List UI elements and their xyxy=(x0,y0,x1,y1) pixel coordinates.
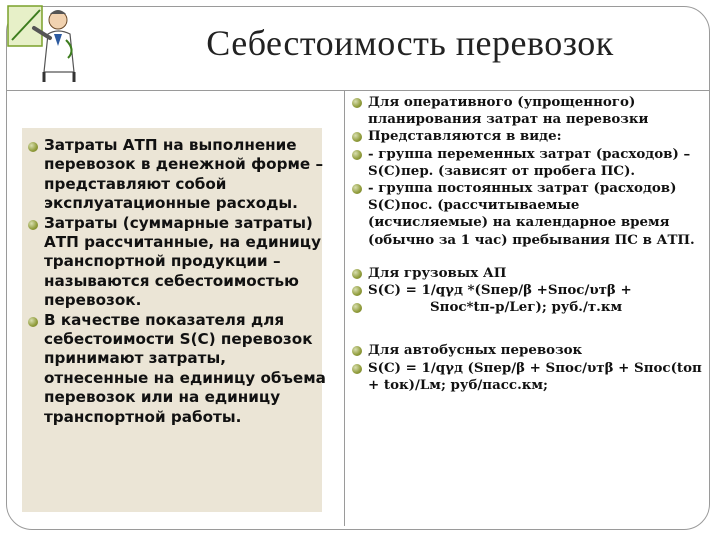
list-item xyxy=(350,146,702,180)
right-bullet-list xyxy=(350,94,702,394)
list-item xyxy=(26,311,326,427)
list-item xyxy=(350,265,702,282)
list-item-text: Для оперативного (упрощенного) планирования затрат на перевозки xyxy=(368,94,649,128)
list-item xyxy=(26,214,326,311)
bullet-icon xyxy=(28,317,38,327)
page-title: Себестоимость перевозок xyxy=(206,23,614,63)
bullet-icon xyxy=(352,184,362,194)
formula-text: Sпос*tп-р/Lег); руб./т.км xyxy=(430,299,623,316)
bullet-icon xyxy=(28,142,38,152)
bullet-icon xyxy=(28,220,38,230)
list-item-text: Представляются в виде: xyxy=(368,128,562,145)
title-divider xyxy=(6,90,710,91)
formula-text: S(C) = 1/qγд *(Sпер/β +Sпос/υтβ + xyxy=(368,282,632,299)
bullet-icon xyxy=(352,269,362,279)
bullet-icon xyxy=(352,150,362,160)
bullet-icon xyxy=(352,132,362,142)
left-bullet-list xyxy=(26,136,326,427)
list-item-text: - группа переменных затрат (расходов) – S(С)пер. (зависят от пробега ПС). xyxy=(368,145,691,179)
bullet-icon xyxy=(352,286,362,296)
column-divider xyxy=(344,90,345,526)
list-item-text: В качестве показателя для себестоимости S(С) перевозок принимают затраты, отнесенные на единицу объема перевозок или на единицу транспортной работы. xyxy=(44,310,326,426)
list-item xyxy=(350,342,702,359)
list-item xyxy=(350,128,702,145)
list-item-text: Для грузовых АП xyxy=(368,264,507,281)
bullet-icon xyxy=(352,346,362,356)
list-item-text: Затраты АТП на выполнение перевозок в денежной форме – представляют собой эксплуатационные расходы. xyxy=(44,136,324,213)
formula-line xyxy=(350,282,702,299)
list-item-text: Затраты (суммарные затраты) АТП рассчитанные, на единицу транспортной продукции – называются себестоимостью перевозок. xyxy=(44,213,321,310)
bullet-icon xyxy=(352,303,362,313)
list-item xyxy=(26,136,326,214)
list-item-text: Для автобусных перевозок xyxy=(368,342,583,359)
formula-text: S(C) = 1/qγд (Sпер/β + Sпос/υтβ + Sпос(tоп + tок)/Lм; руб/пасс.км; xyxy=(368,359,702,393)
list-item-text: - группа постоянных затрат (расходов) S(С)пос. (рассчитываемые (исчисляемые) на календарное время (обычно за 1 час) пребывания ПС в АТП. xyxy=(368,180,695,248)
teacher-pointing-at-board-icon xyxy=(4,0,88,84)
formula-line xyxy=(350,299,702,316)
formula-line xyxy=(350,360,702,394)
bullet-icon xyxy=(352,364,362,374)
list-item xyxy=(350,94,702,128)
bullet-icon xyxy=(352,98,362,108)
list-item xyxy=(350,180,702,249)
